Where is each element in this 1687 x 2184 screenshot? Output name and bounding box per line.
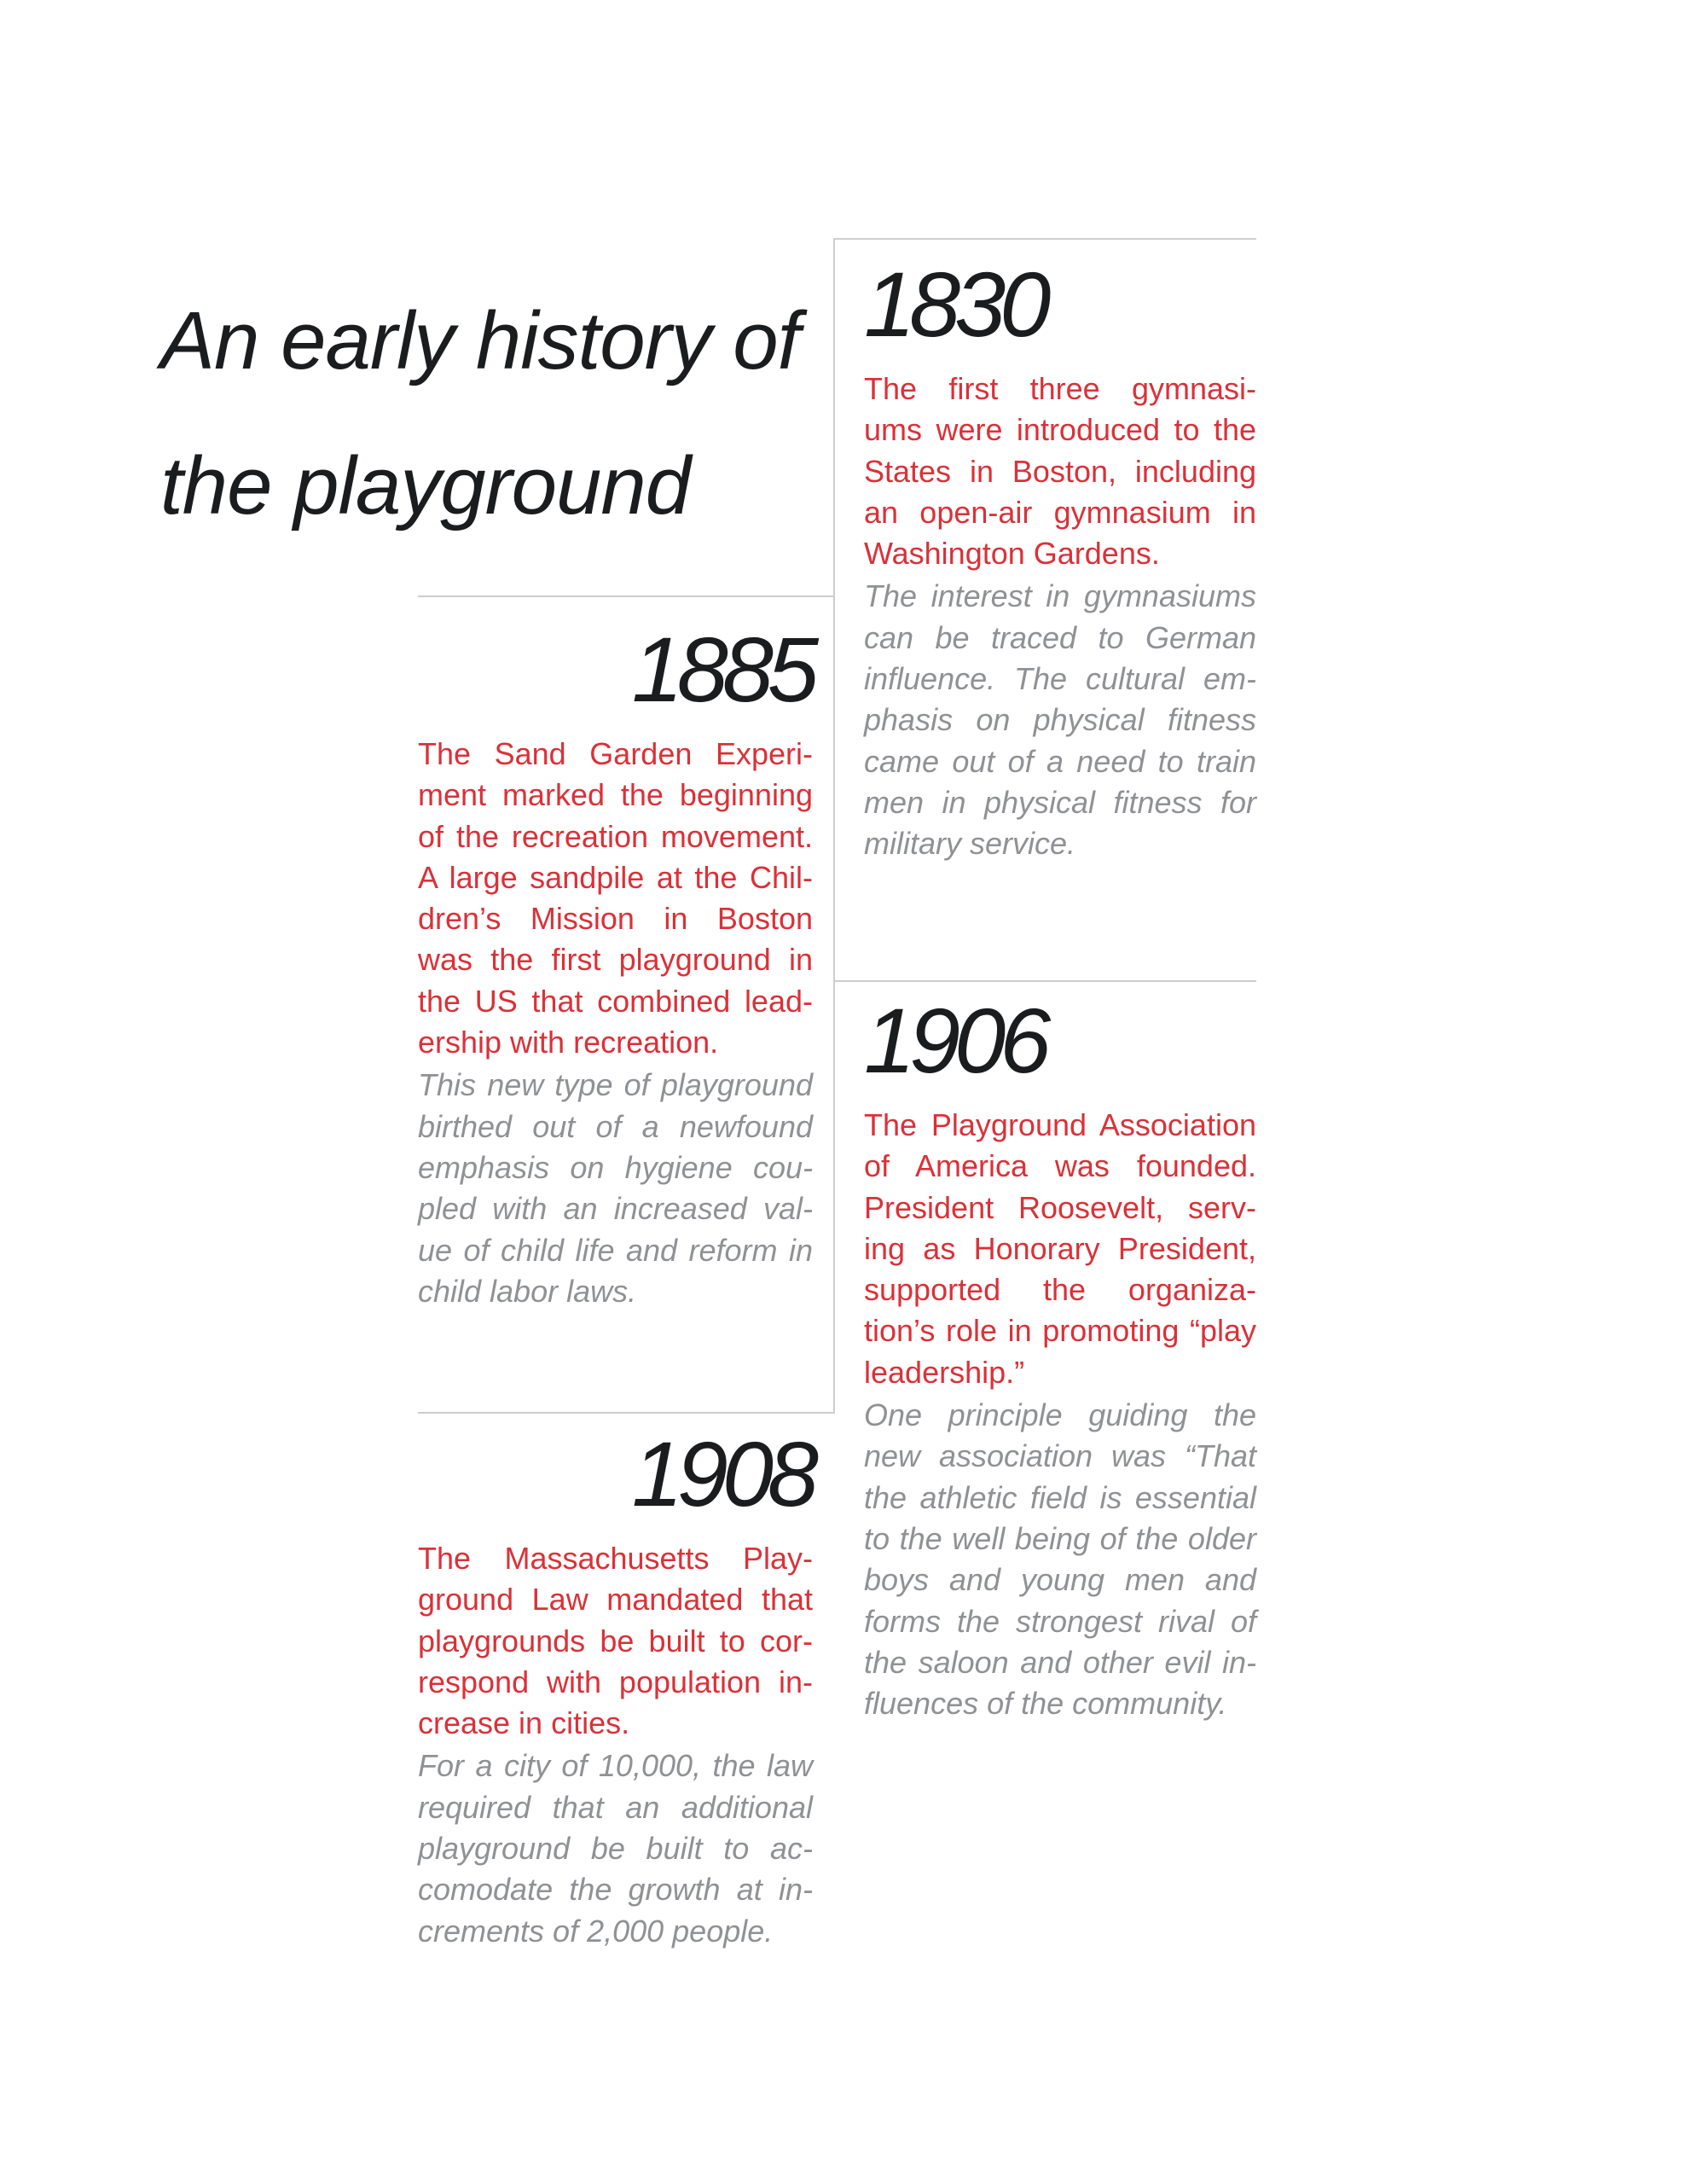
section-divider-1908 [418, 1412, 834, 1414]
text-line: pled with an increased val- [418, 1191, 813, 1227]
text-line: crements of 2,000 people. [418, 1913, 774, 1949]
text-line: The Massachusetts Play- [418, 1541, 813, 1576]
entry-summary-1830 [864, 369, 1256, 574]
text-line: President Roosevelt, serv- [864, 1189, 1256, 1225]
text-line: birthed out of a newfound [418, 1108, 813, 1144]
text-line: States in Boston, including [864, 453, 1256, 489]
text-line: One principle guiding the [864, 1397, 1256, 1433]
text-line: forms the strongest rival of [864, 1603, 1256, 1639]
year-heading-1906: 1906 [864, 989, 1046, 1092]
text-line: child labor laws. [418, 1273, 637, 1309]
text-line: men in physical fitness for [864, 784, 1256, 820]
year-heading-1908: 1908 [631, 1422, 813, 1525]
entry-summary-1885 [418, 734, 813, 1063]
entry-commentary-1885 [418, 1065, 813, 1312]
text-line: The interest in gymnasiums [864, 578, 1256, 614]
text-line: to the well being of the older [864, 1520, 1256, 1556]
text-line: comodate the growth at in- [418, 1872, 813, 1908]
entry-summary-1906 [864, 1105, 1256, 1393]
timeline-entry-1885 [418, 619, 813, 1312]
text-line: crease in cities. [418, 1705, 630, 1741]
text-line: came out of a need to train [864, 743, 1256, 779]
text-line: new association was “That [864, 1438, 1256, 1474]
text-line: required that an additional [418, 1789, 813, 1825]
text-line: ue of child life and reform in [418, 1232, 813, 1268]
text-line: ment marked the beginning [418, 777, 813, 813]
text-line: respond with population in- [418, 1664, 813, 1699]
text-line: dren’s Mission in Boston [418, 901, 813, 937]
text-line: The Sand Garden Experi- [418, 736, 813, 771]
text-line: emphasis on hygiene cou- [418, 1149, 813, 1185]
text-line: of America was founded. [864, 1148, 1256, 1184]
text-line: military service. [864, 826, 1076, 862]
text-line: phasis on physical fitness [864, 702, 1256, 738]
timeline-entry-1830 [864, 253, 1256, 865]
text-line: leadership.” [864, 1354, 1025, 1390]
text-line: of the recreation movement. [418, 818, 813, 854]
text-line: was the first playground in [418, 942, 813, 978]
text-line: ground Law mandated that [418, 1582, 813, 1618]
text-line: The Playground Association [864, 1107, 1256, 1142]
text-line: the athletic field is essential [864, 1479, 1256, 1515]
column-divider-line [833, 238, 835, 1414]
text-line: ums were introduced to the [864, 412, 1256, 448]
text-line: fluences of the community. [864, 1686, 1227, 1722]
section-divider-1830 [835, 238, 1256, 240]
text-line: supported the organiza- [864, 1272, 1256, 1308]
year-heading-1830: 1830 [864, 253, 1046, 356]
text-line: playgrounds be built to cor- [418, 1623, 813, 1658]
text-line: the US that combined lead- [418, 983, 813, 1019]
text-line: influence. The cultural em- [864, 661, 1256, 697]
timeline-entry-1906 [864, 990, 1256, 1724]
entry-summary-1908 [418, 1538, 813, 1744]
text-line: ing as Honorary President, [864, 1230, 1256, 1266]
text-line: boys and young men and [864, 1562, 1256, 1598]
article-title [160, 269, 894, 559]
text-line: The first three gymnasi- [864, 371, 1256, 406]
text-line: ership with recreation. [418, 1025, 719, 1060]
section-divider-1885 [418, 595, 834, 597]
text-line: an open-air gymnasium in [864, 494, 1256, 530]
entry-commentary-1830 [864, 576, 1256, 864]
text-line: For a city of 10,000, the law [418, 1748, 813, 1784]
text-line: A large sandpile at the Chil- [418, 859, 813, 895]
text-line: An early history of [160, 295, 800, 386]
text-line: tion’s role in promoting “play [864, 1313, 1256, 1349]
text-line: playground be built to ac- [418, 1831, 813, 1867]
text-line: the saloon and other evil in- [864, 1644, 1256, 1680]
entry-commentary-1908 [418, 1745, 813, 1951]
section-divider-1906 [835, 980, 1256, 982]
entry-commentary-1906 [864, 1395, 1256, 1724]
timeline-entry-1908 [418, 1423, 813, 1952]
text-line: Washington Gardens. [864, 536, 1160, 572]
year-heading-1885: 1885 [631, 618, 813, 721]
text-line: the playground [160, 440, 691, 531]
text-line: This new type of playground [418, 1067, 813, 1103]
text-line: can be traced to German [864, 619, 1256, 655]
